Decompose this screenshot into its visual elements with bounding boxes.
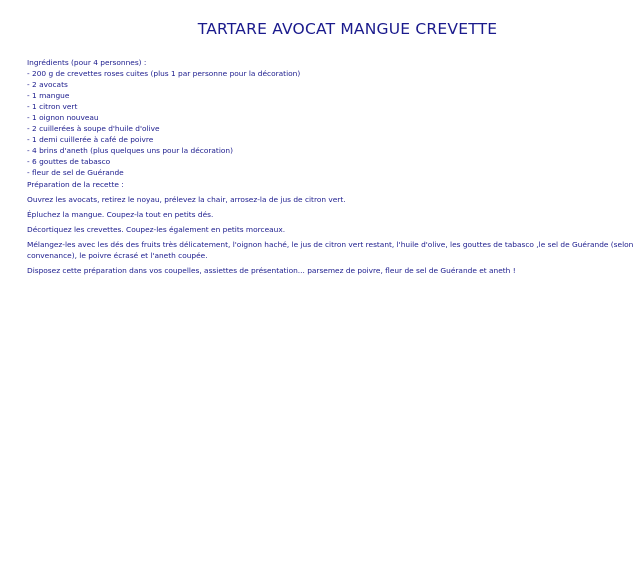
ingredient-item: - 2 cuillerées à soupe d'huile d'olive [27, 124, 160, 133]
ingredient-item: - 2 avocats [27, 80, 68, 89]
preparation-step: Épluchez la mangue. Coupez-la tout en petits dés. [27, 210, 214, 219]
preparation-step: Disposez cette préparation dans vos coupelles, assiettes de présentation... parsemez de poivre, fleur de sel de Guérande et aneth ! [27, 266, 516, 275]
ingredient-item: - 1 oignon nouveau [27, 113, 99, 122]
preparation-step: Ouvrez les avocats, retirez le noyau, prélevez la chair, arrosez-la de jus de citron vert. [27, 195, 346, 204]
recipe-body [27, 57, 640, 280]
ingredients-section [27, 57, 640, 178]
ingredient-item: - 1 citron vert [27, 102, 78, 111]
ingredient-item: - 6 gouttes de tabasco [27, 157, 111, 166]
recipe-title: TARTARE AVOCAT MANGUE CREVETTE [197, 20, 498, 38]
preparation-step: Mélangez-les avec les dés des fruits très délicatement, l'oignon haché, le jus de citron vert restant, l'huile d'olive, les gouttes de tabasco ,le sel de Guérande (selon convenance), le poivre écrasé et l'aneth coupée. [27, 240, 634, 260]
ingredient-item: - fleur de sel de Guérande [27, 168, 124, 177]
ingredient-item: - 200 g de crevettes roses cuites (plus 1 par personne pour la décoration) [27, 69, 301, 78]
preparation-step: Décortiquez les crevettes. Coupez-les également en petits morceaux. [27, 225, 286, 234]
preparation-heading: Préparation de la recette : [27, 180, 124, 189]
ingredient-item: - 4 brins d'aneth (plus quelques uns pour la décoration) [27, 146, 233, 155]
ingredients-heading: Ingrédients (pour 4 personnes) : [27, 58, 147, 67]
ingredient-item: - 1 demi cuillerée à café de poivre [27, 135, 154, 144]
ingredient-item: - 1 mangue [27, 91, 70, 100]
